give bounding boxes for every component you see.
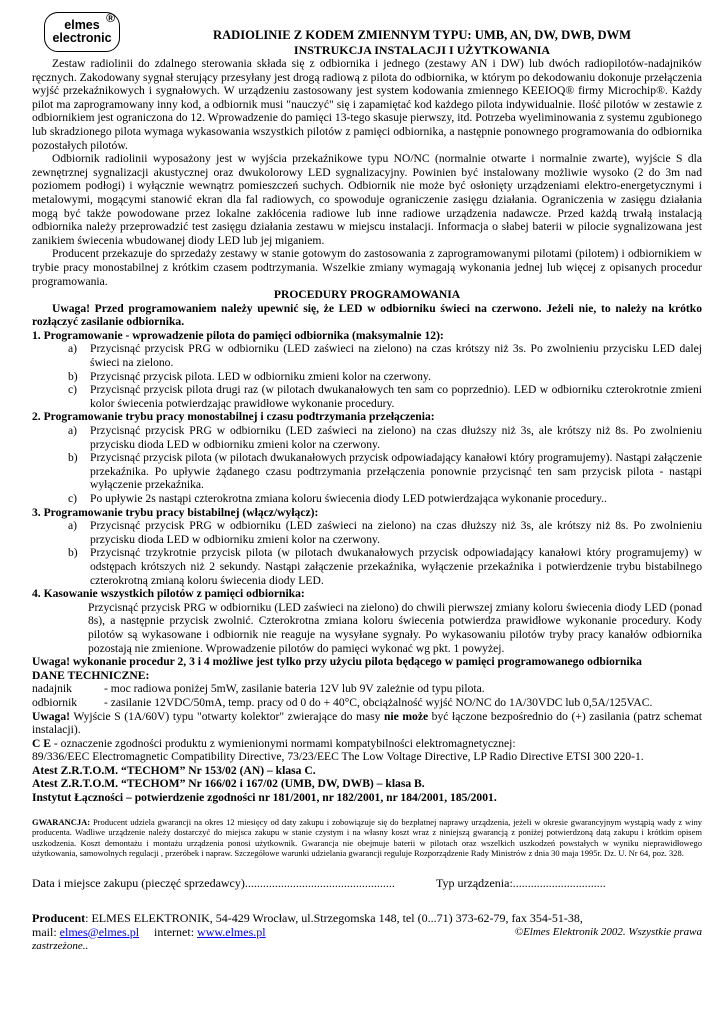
purchase-fill-row	[32, 877, 702, 891]
procedures-note: Uwaga! wykonanie procedur 2, 3 i 4 możliwe jest tylko przy użyciu pilota będącego w pamięci programowanego odbiornika	[32, 655, 642, 669]
atest-1: Atest Z.R.T.O.M. “TECHOM” Nr 153/02 (AN) – klasa C.	[32, 763, 316, 777]
email-link[interactable]: elmes@elmes.pl	[59, 924, 140, 939]
spec-value: - zasilanie 12VDC/50mA, temp. pracy od 0 do + 40°C, obciążalność wyjść NO/NC do 1A/30VDC lub 0,5A/125VAC.	[104, 695, 653, 709]
output-s-warning	[32, 710, 702, 737]
item-label: a)	[68, 342, 78, 356]
document-header	[142, 28, 702, 57]
procedure-1-list	[68, 342, 702, 410]
directives-line: 89/336/EEC Electromagnetic Compatibility Directive, 73/23/EEC The Low Voltage Directive, LP Radio Directive ETSI 300 220-1.	[32, 750, 644, 764]
item-label: c)	[68, 492, 78, 505]
atest-2: Atest Z.R.T.O.M. “TECHOM” Nr 166/02 i 167/02 (UMB, DW, DWB) – klasa B.	[32, 777, 425, 791]
copyright-reserved: zastrzeżone..	[32, 939, 89, 952]
warranty-label: GWARANCJA:	[32, 816, 91, 827]
item-label: c)	[68, 383, 78, 397]
list-item	[68, 342, 702, 369]
spec-key: nadajnik	[32, 682, 72, 696]
warranty-text	[32, 817, 702, 859]
purchase-date-field: Data i miejsce zakupu (pieczęć sprzedawcy)..................................................	[32, 876, 395, 891]
procedure-3-title: 3. Programowanie trybu pracy bistabilnej (włącz/wyłącz):	[32, 505, 319, 519]
item-label: b)	[68, 546, 78, 560]
warning-emphasis: nie może	[383, 709, 429, 723]
website-link[interactable]: www.elmes.pl	[197, 924, 266, 939]
list-item	[68, 424, 702, 451]
intro-paragraph-1: Zestaw radiolinii do zdalnego sterowania składa się z odbiornika i jednego (zestawy AN i DW) lub dwóch radiopilotów-nadajników ręcznych. Zakodowany sygnał sterujący przesyłany jest drogą radiową z pilota do odbiornika, w którym po dekodowaniu dokonuje przełączenia wyjść przekaźnikowych i sygnałowych. W urządzeniu zastosowany jest system kodowania zmiennego KEEIOQ® firmy Microchip®. Każdy pilot ma zaprogramowany inny kod, a odbiornik musi "nauczyć" się i zapamiętać kod każdego pilota indywidualnie. Ilość pilotów w zestawie z odbiornikiem jest ograniczona do 12. Wprowadzenie do pamięci 13-tego skasuje pierwszy, itd. Potrzeba wyeliminowania z systemu zgubionego lub skradzionego pilota wymaga wykasowania wszystkich pilotów z pamięci odbiornika, a następnie ponownego programowania do odbiornika pozostałych pilotów.	[32, 57, 702, 152]
ce-marking	[32, 737, 702, 751]
item-text: Przycisnąć przycisk pilota drugi raz (w pilotach dwukanałowych ten sam co poprzednio). LED w odbiorniku czterokrotnie zmieni kolor świecenia potwierdzając prawidłowe wykonanie procedury.	[90, 383, 702, 410]
procedure-2-list	[68, 424, 702, 506]
item-text: Po upływie 2s nastąpi czterokrotna zmiana koloru świecenia diody LED potwierdzająca wykonanie procedury..	[90, 492, 607, 505]
spec-key: odbiornik	[32, 695, 78, 709]
device-type-field: Typ urządzenia:...............................	[436, 876, 606, 891]
procedure-1-title: 1. Programowanie - wprowadzenie pilota do pamięci odbiornika (maksymalnie 12):	[32, 328, 444, 342]
procedure-4-title: 4. Kasowanie wszystkich pilotów z pamięci odbiornika:	[32, 587, 305, 601]
spec-row-transmitter	[32, 682, 702, 696]
logo-line-1: elmes	[64, 18, 100, 32]
list-item	[68, 492, 702, 506]
item-text: Przycisnąć trzykrotnie przycisk pilota (w pilotach dwukanałowych przycisk odpowiadający kanałowi który programujemy) w odstępach krótszych niż 2 sekundy. Nastąpi załączenie przekaźnika, wyłączenie przekaźnika i potwierdzenie trybu bistabilnego czterokrotną zmianą koloru świecenia diody LED.	[90, 546, 702, 587]
item-text: Przycisnąć przycisk PRG w odbiorniku (LED zaświeci na zielono) na czas krótszy niż 3s. Po zwolnieniu przycisku LED dalej świeci na zielono.	[90, 342, 702, 370]
item-label: b)	[68, 369, 78, 383]
item-label: b)	[68, 451, 78, 465]
list-item	[68, 546, 702, 587]
intro-paragraph-2: Odbiornik radiolinii wyposażony jest w wyjścia przekaźnikowe typu NO/NC (normalnie otwarte i normalnie zwarte), wyjście S dla zewnętrznej sygnalizacji akustycznej oraz dwukolorowy LED sygnalizacyjny. Powinien być instalowany możliwie wysoko (2 do 3m nad poziomem podłogi) i wyłącznie wewnątrz pomieszczeń suchych. Odbiornik nie może być osłonięty urządzeniami elektro-energetycznymi i metalowymi, mogącymi stanowić ekran dla fal radiowych, co spowoduje ograniczenie zasięgu działania. Ograniczenia w zasięgu działania mogą być także powodowane przez lokalne zakłócenia radiowe lub inne radiowe urządzenia nadawcze. Przed każdą trwałą instalacją odbiornika należy przeprowadzić test zasięgu działania zestawu w miejscu instalacji. Informacja o słabej baterii w pilocie sygnalizowana jest zanikiem świecenia wbudowanej diody LED lub jej miganiem.	[32, 152, 702, 247]
producer-line	[32, 911, 702, 925]
procedure-3-list	[68, 519, 702, 587]
warranty-body: Producent udziela gwarancji na okres 12 miesięcy od daty zakupu i zobowiązuje się do bezpłatnej naprawy urządzenia, jeżeli w okresie gwarancyjnym wystąpią wady z winy producenta. Wadliwe urządzenie należy dostarczyć do miejsca zakupu w stanie czystym i na własny koszt wraz z niniejszą gwarancją z poniżej potwierdzoną datą zakupu i krótkim opisem uszkodzenia. Koszt demontażu i montażu urządzenia ponosi użytkownik. Gwarancja nie obejmuje baterii w pilotach oraz wszelkich uszkodzeń powstałych w wyniku nieprawidłowego użytkowania, samowolnych regulacji , przeróbek i napraw. Szczegółowe warunki udzielania gwarancji reguluje Rozporządzenie Rady Ministrów z dnia 30 maja 1995r. Dz. U. Nr 64, poz. 328.	[32, 816, 702, 859]
item-label: a)	[68, 424, 78, 438]
procedures-warning: Uwaga! Przed programowaniem należy upewnić się, że LED w odbiorniku świeci na czerwono. Jeżeli nie, to należy na krótko rozłączyć zasilanie odbiornika.	[32, 301, 702, 329]
intro-paragraph-3: Producent przekazuje do sprzedaży zestawy w stanie gotowym do zastosowania z zaprogramowanymi pilotami (pilotem) i odbiornikiem w trybie pracy monostabilnej z krótkim czasem podtrzymania. Wszelkie zmiany wymagają wykonania jednej lub więcej z opisanych procedur programowania.	[32, 247, 702, 288]
document-subtitle: INSTRUKCJA INSTALACJI I UŻYTKOWANIA	[293, 43, 551, 57]
elmes-logo	[44, 12, 120, 52]
item-text: Przycisnąć przycisk pilota. LED w odbiorniku zmieni kolor na czerwony.	[90, 369, 431, 383]
item-label: a)	[68, 519, 78, 533]
registered-mark: ®	[106, 11, 115, 25]
internet-label: internet:	[139, 924, 198, 939]
list-item	[68, 451, 702, 492]
footer	[32, 911, 702, 953]
logo-line-2: electronic	[52, 31, 112, 45]
procedure-2-title: 2. Programowanie trybu pracy monostabilnej i czasu podtrzymania przełączenia:	[32, 410, 435, 424]
mail-label: mail:	[32, 924, 60, 939]
tech-heading: DANE TECHNICZNE:	[32, 668, 150, 682]
list-item	[68, 370, 702, 384]
procedures-heading: PROCEDURY PROGRAMOWANIA	[273, 288, 461, 302]
institute-line: Instytut Łączności – potwierdzenie zgodności nr 181/2001, nr 182/2001, nr 184/2001, 185/2001.	[32, 791, 497, 805]
warning-text-1: Wyjście S (1A/60V) typu "otwarty kolektor" zwierające do masy	[70, 709, 384, 723]
item-text: Przycisnąć przycisk PRG w odbiorniku (LED zaświeci na zielono) na czas dłuższy niż 3s, ale krótszy niż 8s. Po zwolnieniu przycisku dioda LED w odbiorniku zmieni kolor na czerwony.	[90, 519, 702, 546]
item-text: Przycisnąć przycisk pilota (w pilotach dwukanałowych przycisk odpowiadający kanałowi który programujemy). Nastąpi załączenie przekaźnika. Po upływie żądanego czasu podtrzymania przełączenia ponownie przycisnąć ten sam przycisk pilota - nastąpi wyłączenie przekaźnika.	[90, 451, 702, 492]
warning-text-2: być łączone bezpośrednio do (+) zasilania (patrz schemat instalacji).	[32, 709, 702, 737]
document-title: RADIOLINIE Z KODEM ZMIENNYM TYPU: UMB, AN, DW, DWB, DWM	[212, 28, 632, 42]
procedure-4-text: Przycisnąć przycisk PRG w odbiorniku (LED zaświeci na zielono) do chwili pierwszej zmiany koloru świecenia diody LED (ponad 8s), a następnie przycisk zwolnić. Czterokrotna zmiana koloru świecenia potwierdza prawidłowe wykonanie procedury. Kody pilotów są wykasowane i odbiornik nie reaguje na wysyłane sygnały. Po wykasowaniu pilotów tryby pracy kanałów odbiornika pozostają nie zmienione. Wprowadzenie pilotów do pamięci wykonać wg pkt. 1 powyżej.	[88, 600, 702, 655]
spec-value: - moc radiowa poniżej 5mW, zasilanie bateria 12V lub 9V zależnie od typu pilota.	[104, 682, 485, 696]
item-text: Przycisnąć przycisk PRG w odbiorniku (LED zaświeci na zielono) na czas dłuższy niż 3s, ale krótszy niż 8s. Po zwolnieniu przycisku dioda LED w odbiorniku zmieni kolor na czerwony.	[90, 424, 702, 451]
ce-text: - oznaczenie zgodności produktu z wymienionymi normami kompatybilności elektromagnetycznej:	[51, 736, 516, 750]
spec-row-receiver	[32, 696, 702, 710]
producer-text: : ELMES ELEKTRONIK, 54-429 Wrocław, ul.Strzegomska 148, tel (0...71) 373-62-79, fax 354-51-38,	[85, 910, 583, 925]
list-item	[68, 383, 702, 410]
warning-label: Uwaga!	[32, 709, 70, 723]
ce-label: C E	[32, 736, 52, 750]
copyright-text: ©Elmes Elektronik 2002. Wszystkie prawa	[514, 925, 702, 938]
contact-line	[32, 925, 702, 939]
producer-label: Producent	[32, 910, 86, 925]
list-item	[68, 519, 702, 546]
